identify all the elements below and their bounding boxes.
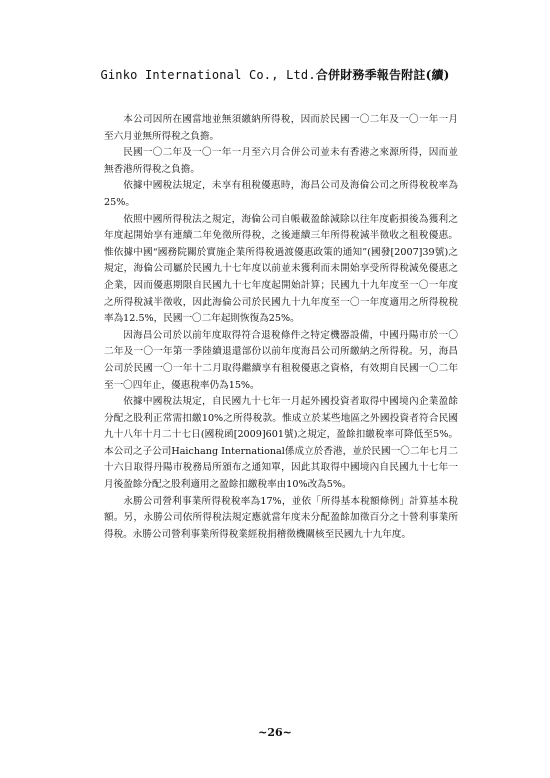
paragraph-yongsheng-tax: 永勝公司營利事業所得稅稅率為17%，並依「所得基本稅額條例」計算基本稅額。另，永勝公司依所得稅法規定應就當年度未分配盈餘加徵百分之十營利事業所得稅。永勝公司營利事業所得稅業經稅捐稽徵機關核至民國九十九年度。 <box>104 495 458 540</box>
paragraph-hailun-tax-incentive: 依照中國所得稅法之規定，海倫公司自帳載盈餘減除以往年度虧損後為獲利之年度起開始享有連續二年免徵所得稅，之後連續三年所得稅減半徵收之租稅優惠。惟依據中國“國務院關於實施企業所得稅過渡優惠政策的通知”(國發[2007]39號)之規定，海倫公司屬於民國九十七年度以前並未獲利而未開始享受所得稅減免優惠之企業，因而優惠期限自民國九十七年度起開始計算；民國九十九年度至一〇一年度之所得稅減半徵收，因此海倫公司於民國九十九年度至一〇一年度適用之所得稅稅率為12.5%，民國一〇二年起則恢復為25%。 <box>104 213 458 325</box>
paragraph-no-hk-tax: 民國一〇二年及一〇一年一月至六月合併公司並未有香港之來源所得，因而並無香港所得稅之負擔。 <box>104 147 458 175</box>
page-header <box>0 66 550 83</box>
paragraph-haichang-tax-refund: 因海昌公司於以前年度取得符合退稅條件之特定機器設備，中國丹陽市於一〇二年及一〇一年第一季陸續退還部份以前年度海昌公司所繳納之所得稅。另，海昌公司於民國一〇一年十二月取得繼續享有租稅優惠之資格，有效期自民國一〇二年至一〇四年止，優惠稅率仍為15%。 <box>104 329 458 391</box>
company-name-latin: Ginko International Co., Ltd. <box>100 68 316 82</box>
notes-body <box>104 112 458 543</box>
paragraph-no-tax-local: 本公司因所在國當地並無須繳納所得稅，因而於民國一〇二年及一〇一年一月至六月並無所得稅之負擔。 <box>104 114 458 142</box>
report-title: 合併財務季報告附註(續) <box>315 68 450 82</box>
page-number: ~26~ <box>258 726 292 739</box>
paragraph-china-tax-rate: 依據中國稅法規定，未享有租稅優惠時，海昌公司及海倫公司之所得稅稅率為25%。 <box>104 180 458 208</box>
paragraph-dividend-withholding: 依據中國稅法規定，自民國九十七年一月起外國投資者取得中國境內企業盈餘分配之股利正常需扣繳10%之所得稅款。惟成立於某些地區之外國投資者符合民國九十八年十月二十七日(國稅函[2009]601號)之規定，盈餘扣繳稅率可降低至5%。本公司之子公司Haichang International係成立於香港，並於民國一〇二年七月二十六日取得丹陽市稅務局所頒布之通知單，因此其取得中國境內自民國九十七年一月後盈餘分配之股利適用之盈餘扣繳稅率由10%改為5%。 <box>104 396 458 491</box>
